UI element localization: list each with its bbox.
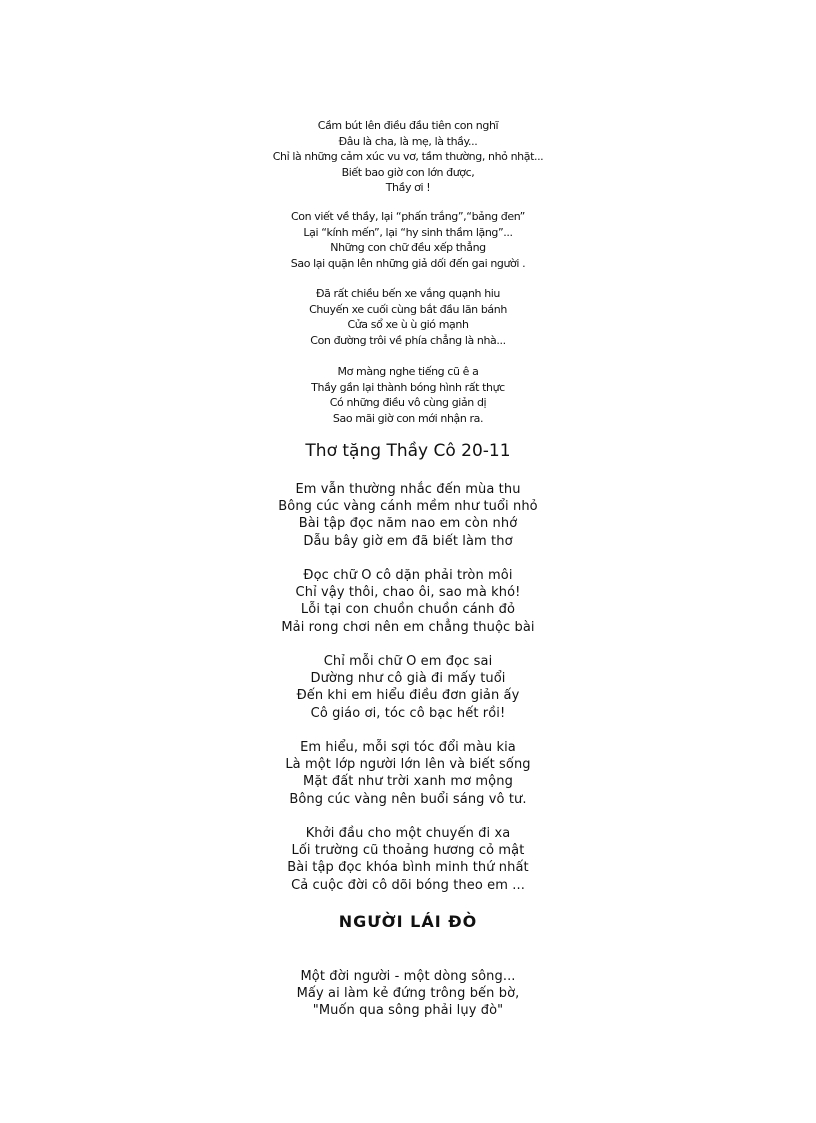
- poem-line: Con viết về thầy, lại “phấn trắng”,“bảng đen”: [291, 210, 525, 223]
- poem-line: Cô giáo ơi, tóc cô bạc hết rồi!: [310, 705, 506, 721]
- poem1-stanza-2: [0, 209, 816, 271]
- poem-line: Khởi đầu cho một chuyến đi xa: [305, 826, 511, 841]
- poem2-stanza-1: [0, 481, 816, 550]
- poem-line: Em vẫn thường nhắc đến mùa thu: [295, 482, 521, 497]
- poem-line: Đâu là cha, là mẹ, là thầy...: [338, 134, 478, 148]
- poem-line: Cả cuộc đời cô dõi bóng theo em ...: [291, 877, 525, 893]
- poem3-title: NGƯỜI LÁI ĐÒ: [338, 912, 478, 931]
- poem-line: Cửa sổ xe ù ù gió mạnh: [347, 318, 469, 331]
- poem2-stanza-2: [0, 567, 816, 636]
- poem-line: Chỉ vậy thôi, chao ôi, sao mà khó!: [295, 585, 521, 601]
- poem-line: Biết bao giờ con lớn được,: [341, 165, 475, 179]
- poem-line: Thầy ơi !: [385, 181, 431, 194]
- poem-line: Mơ màng nghe tiếng cũ ê a: [337, 365, 479, 378]
- poem2-stanza-4: [0, 739, 816, 808]
- poem-line: Đọc chữ O cô dặn phải tròn môi: [303, 568, 513, 583]
- poem-line: Con đường trôi về phía chẳng là nhà...: [310, 333, 506, 347]
- poem-line: Bài tập đọc năm nao em còn nhớ: [298, 516, 518, 532]
- poem-line: Bài tập đọc khóa bình minh thứ nhất: [287, 860, 529, 876]
- poem-line: Là một lớp người lớn lên và biết sống: [285, 757, 531, 773]
- poem-line: "Muốn qua sông phải lụy đò": [312, 1003, 504, 1019]
- poem-line: Chỉ mỗi chữ O em đọc sai: [323, 654, 493, 669]
- poem-line: Mặt đất như trời xanh mơ mộng: [303, 774, 513, 790]
- poem-line: Một đời người - một dòng sông...: [300, 969, 516, 984]
- poem-line: Bông cúc vàng nên buổi sáng vô tư.: [289, 791, 527, 807]
- poem2-stanza-3: [0, 653, 816, 722]
- poem-line: Đến khi em hiểu điều đơn giản ấy: [296, 688, 520, 704]
- poem-line: Dẫu bây giờ em đã biết làm thơ: [303, 533, 513, 549]
- poem2-stanza-5: [0, 825, 816, 894]
- poem1-stanza-4: [0, 364, 816, 426]
- poem-line: Bông cúc vàng cánh mềm như tuổi nhỏ: [278, 499, 538, 515]
- poem-line: Em hiểu, mỗi sợi tóc đổi màu kia: [300, 740, 516, 755]
- poem1-stanza-3: [0, 286, 816, 348]
- poem-line: Lối trường cũ thoảng hương cỏ mật: [291, 843, 525, 859]
- poem-line: Cầm bút lên điều đầu tiên con nghĩ: [317, 119, 499, 132]
- poem-line: Lỗi tại con chuồn chuồn cánh đỏ: [300, 602, 516, 618]
- poem-line: Những con chữ đều xếp thẳng: [330, 241, 486, 254]
- poem-line: Mải rong chơi nên em chẳng thuộc bài: [281, 619, 535, 635]
- poem-line: Chuyến xe cuối cùng bắt đầu lăn bánh: [309, 302, 507, 316]
- poem-line: Mấy ai làm kẻ đứng trông bến bờ,: [296, 986, 520, 1002]
- poem1-stanza-1: [0, 118, 816, 196]
- poem-line: Sao lại quặn lên những giả dối đến gai người .: [290, 256, 526, 270]
- poem3-stanza-1: [0, 968, 816, 1020]
- poem-line: Có những điều vô cùng giản dị: [329, 396, 487, 409]
- poem-line: Đã rất chiều bến xe vắng quạnh hiu: [315, 287, 501, 300]
- poem2-title: Thơ tặng Thầy Cô 20-11: [305, 441, 511, 461]
- poem-line: Chỉ là những cảm xúc vu vơ, tầm thường, nhỏ nhặt...: [272, 150, 544, 163]
- poem-line: Sao mãi giờ con mới nhận ra.: [332, 411, 484, 425]
- poem-line: Dường như cô già đi mấy tuổi: [310, 671, 506, 687]
- poem-line: Thầy gần lại thành bóng hình rất thực: [311, 380, 505, 394]
- poem-line: Lại “kính mến”, lại “hy sinh thầm lặng”...: [303, 225, 513, 239]
